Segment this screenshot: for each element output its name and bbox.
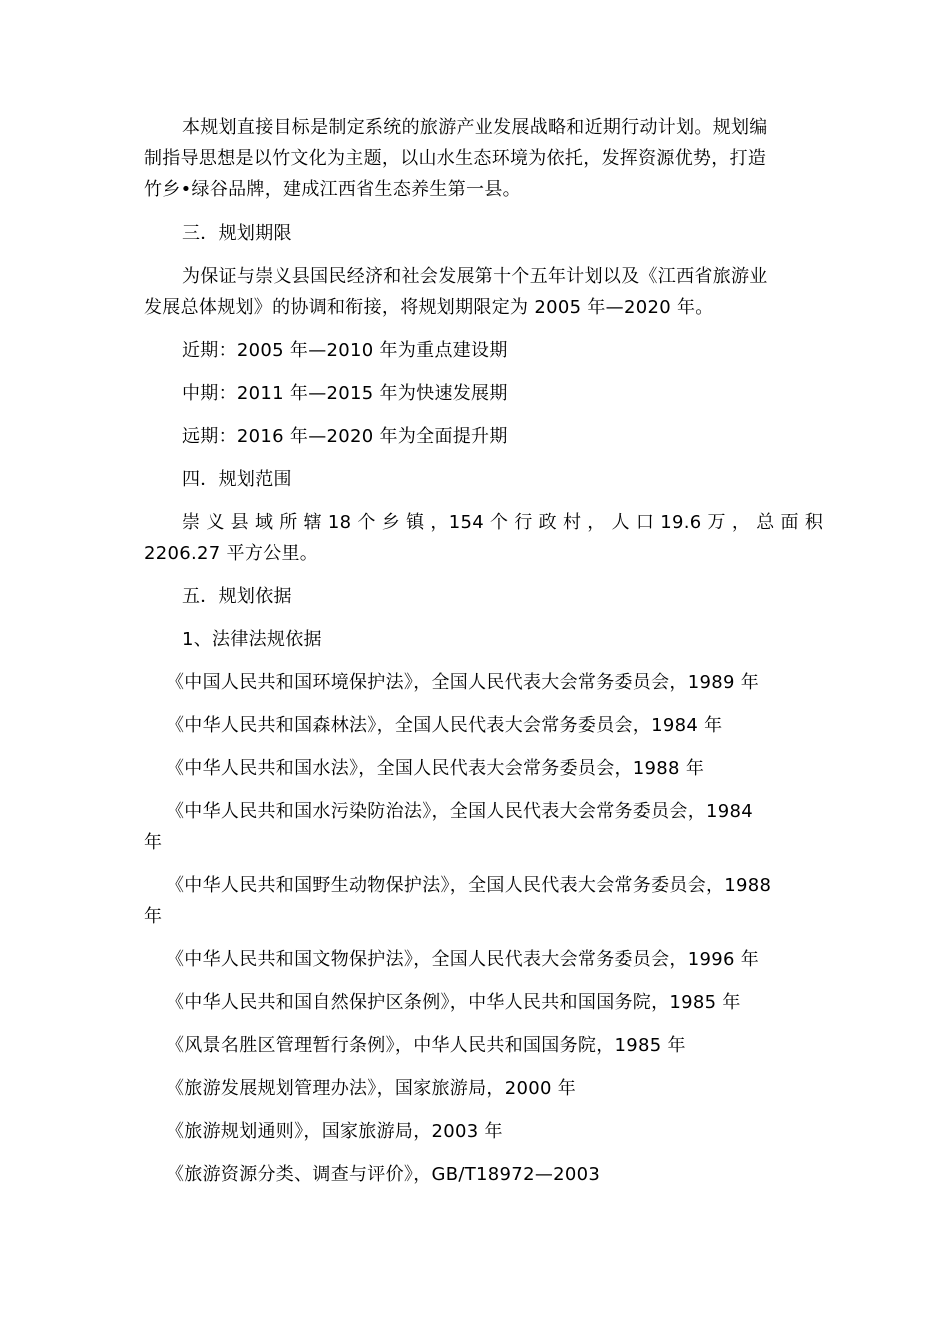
- reference-item: 《中华人民共和国野生动物保护法》，全国人民代表大会常务委员会，1988: [166, 875, 772, 896]
- reference-item: 《中华人民共和国森林法》，全国人民代表大会常务委员会，1984 年: [166, 715, 723, 736]
- heading-planning-basis: 五．规划依据: [182, 586, 292, 607]
- reference-item: 《中国人民共和国环境保护法》，全国人民代表大会常务委员会，1989 年: [166, 672, 760, 693]
- reference-item: 《中华人民共和国自然保护区条例》，中华人民共和国国务院，1985 年: [166, 992, 741, 1013]
- heading-planning-period: 三．规划期限: [182, 223, 292, 244]
- scope-paragraph-line-2: 2206.27 平方公里。: [144, 543, 319, 564]
- reference-item: 《旅游发展规划管理办法》，国家旅游局，2000 年: [166, 1078, 577, 1099]
- goal-paragraph-line-3: 竹乡•绿谷品牌，建成江西省生态养生第一县。: [144, 179, 521, 200]
- period-paragraph-line-2: 发展总体规划》的协调和衔接，将规划期限定为 2005 年—2020 年。: [144, 297, 714, 318]
- long-term-line: 远期：2016 年—2020 年为全面提升期: [182, 426, 508, 447]
- goal-paragraph-line-2: 制指导思想是以竹文化为主题，以山水生态环境为依托，发挥资源优势，打造: [144, 148, 767, 169]
- reference-item: 《风景名胜区管理暂行条例》，中华人民共和国国务院，1985 年: [166, 1035, 686, 1056]
- reference-item: 《中华人民共和国水法》，全国人民代表大会常务委员会，1988 年: [166, 758, 705, 779]
- subheading-laws-regulations: 1、法律法规依据: [182, 629, 322, 650]
- scope-paragraph-line-1: 崇 义 县 域 所 辖 18 个 乡 镇 ，154 个 行 政 村 ， 人 口 19.6 万 ， 总 面 积: [182, 512, 824, 533]
- mid-term-line: 中期：2011 年—2015 年为快速发展期: [182, 383, 508, 404]
- reference-item: 《中华人民共和国文物保护法》，全国人民代表大会常务委员会，1996 年: [166, 949, 760, 970]
- goal-paragraph-line-1: 本规划直接目标是制定系统的旅游产业发展战略和近期行动计划。规划编: [182, 117, 768, 138]
- near-term-line: 近期：2005 年—2010 年为重点建设期: [182, 340, 508, 361]
- reference-item: 《旅游资源分类、调查与评价》，GB/T18972—2003: [166, 1164, 601, 1185]
- period-paragraph-line-1: 为保证与崇义县国民经济和社会发展第十个五年计划以及《江西省旅游业: [182, 266, 768, 287]
- heading-planning-scope: 四．规划范围: [182, 469, 292, 490]
- reference-item: 《中华人民共和国水污染防治法》，全国人民代表大会常务委员会，1984: [166, 801, 754, 822]
- reference-item-continuation: 年: [144, 906, 163, 927]
- reference-item-continuation: 年: [144, 832, 163, 853]
- reference-item: 《旅游规划通则》，国家旅游局，2003 年: [166, 1121, 503, 1142]
